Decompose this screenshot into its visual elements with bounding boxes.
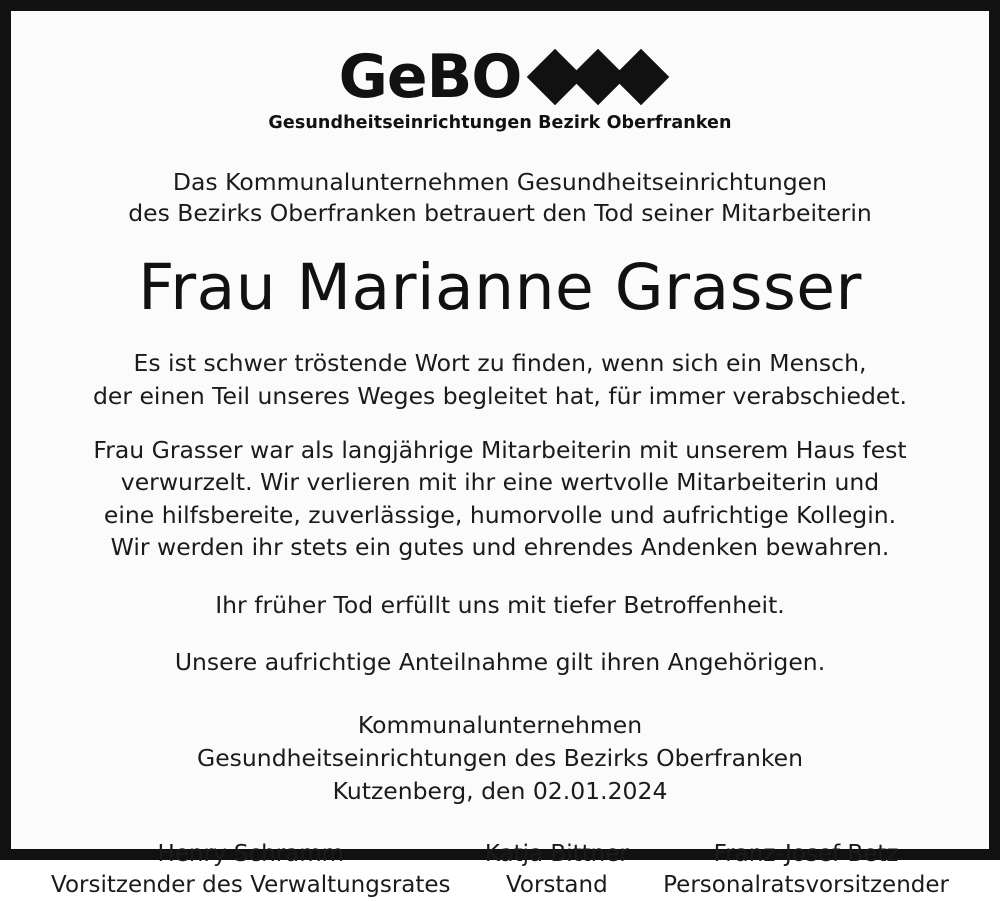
logo-row	[338, 42, 662, 112]
closing-line-2: Unsere aufrichtige Anteilnahme gilt ihren Angehörigen.	[174, 648, 826, 677]
signature-line-1: Kommunalunternehmen	[357, 710, 643, 739]
intro-line-1: Das Kommunalunternehmen Gesundheitseinrichtungen	[172, 168, 828, 196]
signer-name: Henry Schramm	[157, 840, 345, 867]
paragraph-1	[93, 347, 907, 412]
closing-line-1: Ihr früher Tod erfüllt uns mit tiefer Betroffenheit.	[215, 590, 785, 619]
intro-line-2: des Bezirks Oberfranken betrauert den Tod seiner Mitarbeiterin	[128, 199, 872, 228]
signature-line-3: Kutzenberg, den 02.01.2024	[332, 777, 668, 806]
diamond-icon	[613, 49, 670, 106]
signature-block	[197, 709, 803, 809]
paragraph-1-line-1: Es ist schwer tröstende Wort zu finden, wenn sich ein Mensch,	[133, 349, 867, 378]
signer-role: Vorstand	[505, 871, 608, 898]
paragraph-2-line-1: Frau Grasser war als langjährige Mitarbeiterin mit unserem Haus fest	[93, 436, 907, 465]
signer-role: Personalratsvorsitzender	[663, 871, 949, 898]
paragraph-2-line-2: verwurzelt. Wir verlieren mit ihr eine wertvolle Mitarbeiterin und	[120, 468, 880, 497]
paragraph-2-line-4: Wir werden ihr stets ein gutes und ehrendes Andenken bewahren.	[110, 533, 890, 562]
logo-subtitle: Gesundheitseinrichtungen Bezirk Oberfranken	[268, 113, 732, 133]
deceased-name: Frau Marianne Grasser	[138, 251, 862, 325]
signer-name: Katja Bittner	[484, 840, 629, 867]
paragraph-2	[93, 434, 906, 564]
signer	[51, 839, 451, 901]
intro-text	[128, 167, 872, 229]
signers-row	[47, 839, 953, 901]
logo-wordmark: GeBO	[338, 42, 522, 112]
signer-name: Franz-Josef Betz	[713, 840, 899, 867]
paragraph-1-line-2: der einen Teil unseres Weges begleitet hat, für immer verabschiedet.	[92, 381, 908, 410]
signer	[451, 839, 664, 901]
signer-role: Vorsitzender des Verwaltungsrates	[51, 871, 451, 898]
signature-line-2: Gesundheitseinrichtungen des Bezirks Oberfranken	[197, 743, 803, 772]
gebo-logo	[268, 42, 732, 133]
signer	[663, 839, 949, 901]
paragraph-2-line-3: eine hilfsbereite, zuverlässige, humorvolle und aufrichtige Kollegin.	[103, 500, 897, 529]
diamond-icon-group	[535, 57, 661, 97]
